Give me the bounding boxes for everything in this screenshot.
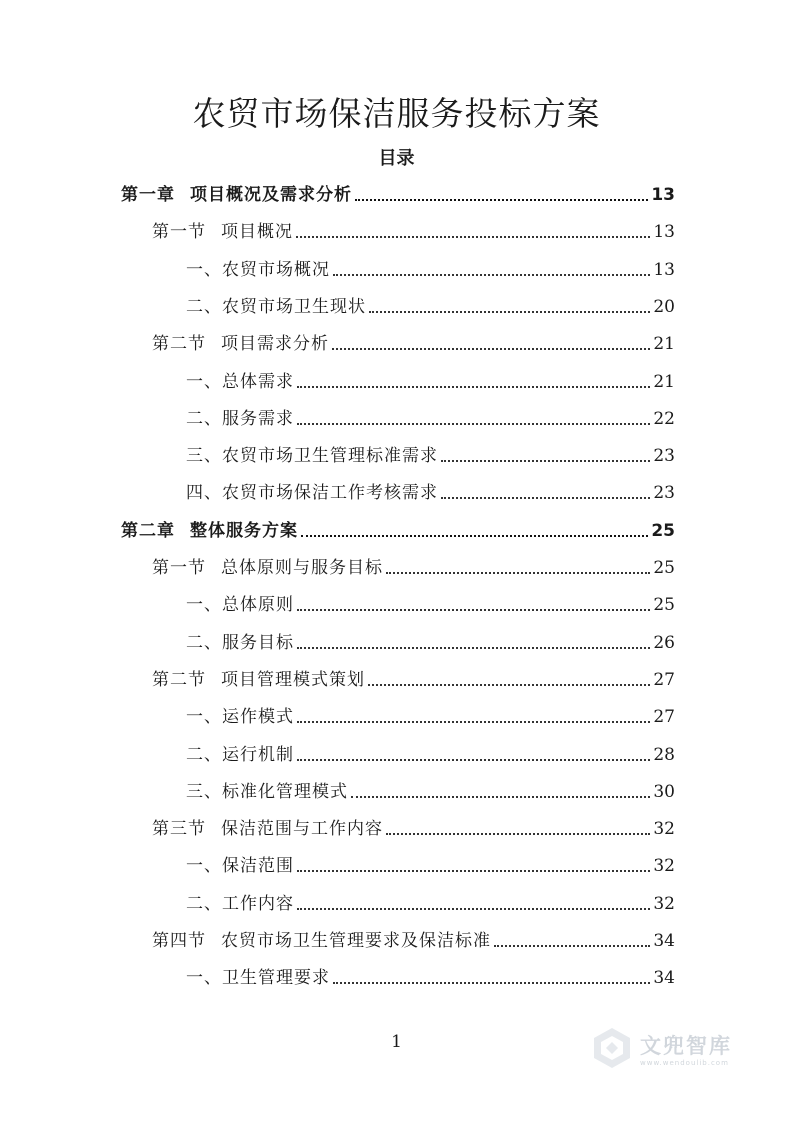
toc-entry-page: 32: [653, 893, 675, 914]
toc-entry-label: [186, 781, 348, 803]
toc-entry-page: 28: [653, 744, 675, 765]
toc-dot-leader: [297, 385, 650, 388]
toc-entry-label: [186, 967, 330, 989]
toc-dot-leader: [441, 496, 650, 499]
watermark-url: www.wendoulib.com: [640, 1058, 729, 1067]
toc-entry-label: [152, 818, 383, 840]
toc-entry-page: 13: [653, 259, 675, 280]
toc-entry-number: 二、: [186, 408, 222, 429]
toc-dot-leader: [369, 310, 650, 313]
toc-entry-number: 二、: [186, 632, 222, 653]
toc-entry-page: 25: [653, 558, 675, 578]
toc-entry-label: [121, 520, 298, 542]
toc-entry-label: [186, 445, 438, 467]
toc-entry-title: 项目需求分析: [221, 334, 329, 355]
toc-entry-page: 22: [653, 408, 675, 429]
toc-entry-number: 二、: [186, 296, 222, 317]
toc-entry-number: 第一节: [152, 558, 206, 578]
toc-entry[interactable]: [186, 251, 675, 281]
toc-entry-label: [186, 632, 294, 654]
toc-entry-title: 农贸市场卫生管理标准需求: [222, 446, 438, 467]
toc-entry-title: 总体需求: [222, 371, 294, 392]
toc-entry-title: 总体原则: [222, 595, 294, 616]
toc-entry[interactable]: [121, 176, 675, 206]
toc-dot-leader: [297, 758, 650, 761]
watermark: [590, 1020, 770, 1076]
toc-entry-title: 服务目标: [222, 632, 294, 653]
toc-entry-title: 农贸市场保洁工作考核需求: [222, 483, 438, 504]
toc-entry-label: [121, 184, 352, 206]
toc-dot-leader: [333, 273, 650, 276]
toc-dot-leader: [333, 981, 650, 984]
toc-heading: 目录: [378, 148, 415, 169]
toc-entry-page: 25: [651, 520, 675, 541]
toc-entry[interactable]: [186, 474, 675, 504]
document-title: 农贸市场保洁服务投标方案: [192, 94, 601, 133]
toc-dot-leader: [441, 459, 650, 462]
toc-entry-label: [186, 744, 294, 766]
page-number: 1: [391, 1032, 402, 1052]
toc-entry-title: 卫生管理要求: [222, 968, 330, 989]
toc-entry[interactable]: [152, 922, 675, 952]
toc-entry-label: [152, 221, 293, 243]
toc-entry-number: 第一章: [121, 185, 175, 205]
toc-entry-title: 工作内容: [222, 893, 294, 914]
toc-entry-label: [186, 259, 330, 281]
toc-entry-label: [186, 594, 294, 616]
toc-dot-leader: [297, 720, 650, 723]
toc-entry-title: 保洁范围: [222, 856, 294, 877]
toc-entry[interactable]: [152, 213, 675, 243]
toc-entry-number: 一、: [186, 371, 222, 392]
toc-entry-page: 21: [653, 371, 675, 392]
toc-entry[interactable]: [186, 624, 675, 654]
toc-dot-leader: [386, 571, 650, 574]
toc-entry-page: 27: [653, 707, 675, 728]
toc-entry-title: 保洁范围与工作内容: [221, 819, 383, 840]
toc-dot-leader: [332, 347, 650, 350]
toc-entry[interactable]: [186, 363, 675, 393]
toc-dot-leader: [494, 944, 650, 947]
toc-entry[interactable]: [152, 810, 675, 840]
toc-entry-number: 第二章: [121, 520, 175, 541]
toc-entry-label: [186, 482, 438, 504]
toc-dot-leader: [297, 646, 650, 649]
toc-entry-title: 农贸市场卫生管理要求及保洁标准: [221, 931, 491, 951]
toc-entry-page: 27: [653, 669, 675, 690]
toc-entry-label: [186, 296, 366, 318]
toc-entry-number: 三、: [186, 446, 222, 467]
toc-entry-page: 13: [653, 222, 675, 243]
toc-entry-number: 第三节: [152, 819, 206, 840]
hexagon-logo-icon: [590, 1026, 634, 1070]
toc-entry-number: 一、: [186, 707, 222, 728]
toc-entry-page: 32: [653, 819, 675, 840]
toc-entry-page: 26: [653, 632, 675, 653]
toc-dot-leader: [296, 235, 650, 238]
toc-entry-title: 整体服务方案: [190, 520, 298, 541]
toc-entry-label: [186, 706, 294, 728]
toc-entry[interactable]: [186, 288, 675, 318]
toc-entry-label: [186, 371, 294, 393]
toc-entry-page: 25: [653, 595, 675, 616]
toc-entry[interactable]: [186, 773, 675, 803]
toc-entry[interactable]: [121, 512, 675, 542]
toc-entry-title: 项目概况: [221, 222, 293, 243]
toc-entry-page: 30: [653, 781, 675, 802]
toc-entry-number: 四、: [186, 483, 222, 504]
toc-entry-title: 总体原则与服务目标: [221, 558, 383, 578]
toc-entry-title: 项目概况及需求分析: [190, 185, 352, 205]
toc-entry-page: 34: [653, 968, 675, 989]
toc-dot-leader: [386, 832, 650, 835]
toc-entry-title: 服务需求: [222, 408, 294, 429]
toc-dot-leader: [297, 907, 650, 910]
toc-entry[interactable]: [186, 400, 675, 430]
toc-entry-number: 第二节: [152, 334, 206, 355]
toc-entry-label: [186, 855, 294, 877]
toc-entry-page: 20: [653, 296, 675, 317]
toc-entry-title: 项目管理模式策划: [221, 669, 365, 690]
toc-dot-leader: [368, 683, 650, 686]
toc-entry[interactable]: [186, 736, 675, 766]
toc-entry-number: 二、: [186, 893, 222, 914]
toc-entry[interactable]: [186, 586, 675, 616]
toc-entry-page: 23: [653, 446, 675, 467]
toc-dot-leader: [355, 198, 648, 201]
toc-entry[interactable]: [152, 661, 675, 691]
toc-dot-leader: [297, 608, 650, 611]
toc-entry-number: 第二节: [152, 669, 206, 690]
toc-entry-number: 二、: [186, 744, 222, 765]
toc-entry-title: 标准化管理模式: [222, 781, 348, 802]
toc-entry-page: 13: [651, 185, 675, 205]
toc-entry-title: 运作模式: [222, 707, 294, 728]
watermark-name: 文兜智库: [640, 1033, 732, 1058]
toc-entry-number: 一、: [186, 856, 222, 877]
toc-entry[interactable]: [186, 437, 675, 467]
toc-entry-page: 34: [653, 931, 675, 951]
toc-entry-title: 运行机制: [222, 744, 294, 765]
toc-entry[interactable]: [186, 698, 675, 728]
toc-dot-leader: [301, 534, 648, 537]
toc-entry-number: 第一节: [152, 222, 206, 243]
toc-dot-leader: [351, 795, 650, 798]
toc-dot-leader: [297, 422, 650, 425]
toc-entry[interactable]: [186, 847, 675, 877]
toc-entry-title: 农贸市场卫生现状: [222, 296, 366, 317]
toc-entry-label: [152, 333, 329, 355]
toc-dot-leader: [297, 869, 650, 872]
toc-entry-label: [186, 893, 294, 915]
toc-entry-number: 三、: [186, 781, 222, 802]
toc-entry-label: [152, 669, 365, 691]
toc-entry-page: 21: [653, 334, 675, 355]
toc-entry-page: 23: [653, 483, 675, 504]
toc-entry-number: 一、: [186, 968, 222, 989]
toc-entry-label: [186, 408, 294, 430]
toc-entry-label: [152, 557, 383, 579]
toc-entry-page: 32: [653, 856, 675, 877]
toc-entry-number: 一、: [186, 259, 222, 280]
toc-entry[interactable]: [186, 959, 675, 989]
toc-entry-number: 一、: [186, 595, 222, 616]
toc-entry[interactable]: [152, 549, 675, 579]
toc-entry-label: [152, 930, 491, 952]
toc-entry-title: 农贸市场概况: [222, 259, 330, 280]
toc-entry[interactable]: [186, 885, 675, 915]
toc-entry[interactable]: [152, 325, 675, 355]
toc-entry-number: 第四节: [152, 931, 206, 951]
